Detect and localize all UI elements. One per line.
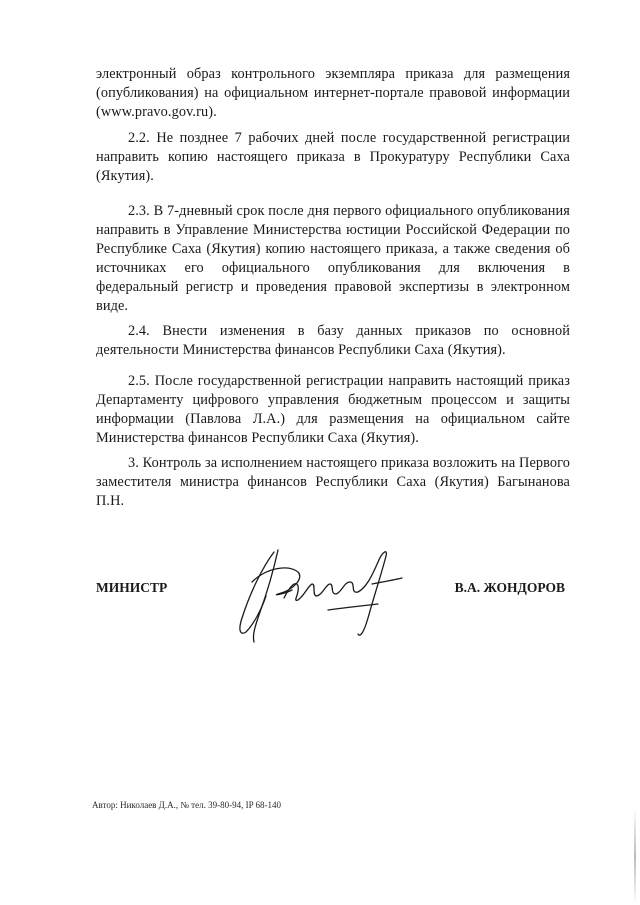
paragraph-2-4: 2.4. Внести изменения в базу данных приказов по основной деятельности Министерства финансов Республики Саха (Якутия). — [96, 323, 570, 358]
paragraph-2-2: 2.2. Не позднее 7 рабочих дней после государственной регистрации направить копию настоящего приказа в Прокуратуру Республики Саха (Якутия). — [96, 130, 570, 184]
minister-name: В.А. ЖОНДОРОВ — [454, 580, 565, 595]
scan-edge-mark — [634, 808, 636, 905]
paragraph-intro — [96, 65, 570, 122]
minister-title: МИНИСТР — [96, 580, 168, 595]
paragraph-3: 3. Контроль за исполнением настоящего приказа возложить на Первого заместителя министра финансов Республики Саха (Якутия) Багынанова П.Н. — [96, 455, 570, 509]
paragraph-intro-text: электронный образ контрольного экземпляра приказа для размещения (опубликования) на официальном интернет-портале правовой информации (www.pravo.gov.ru). — [96, 66, 570, 120]
paragraph-2-3: 2.3. В 7-дневный срок после дня первого официального опубликования направить в Управление Министерства юстиции Российской Федерации по Республике Саха (Якутия) копию настоящего приказа, а также сведения об источниках его официального опубликования для включения в федеральный регистр и проведения правовой экспертизы в электронном виде. — [96, 203, 570, 314]
author-footer: Автор: Николаев Д.А., № тел. 39-80-94, IP 68-140 — [92, 800, 281, 810]
paragraph-2-5: 2.5. После государственной регистрации направить настоящий приказ Департаменту цифрового управления бюджетным процессом и защиты информации (Павлова Л.А.) для размещения на официальном сайте Министерства финансов Республики Саха (Якутия). — [96, 373, 570, 446]
handwritten-signature — [232, 538, 412, 648]
